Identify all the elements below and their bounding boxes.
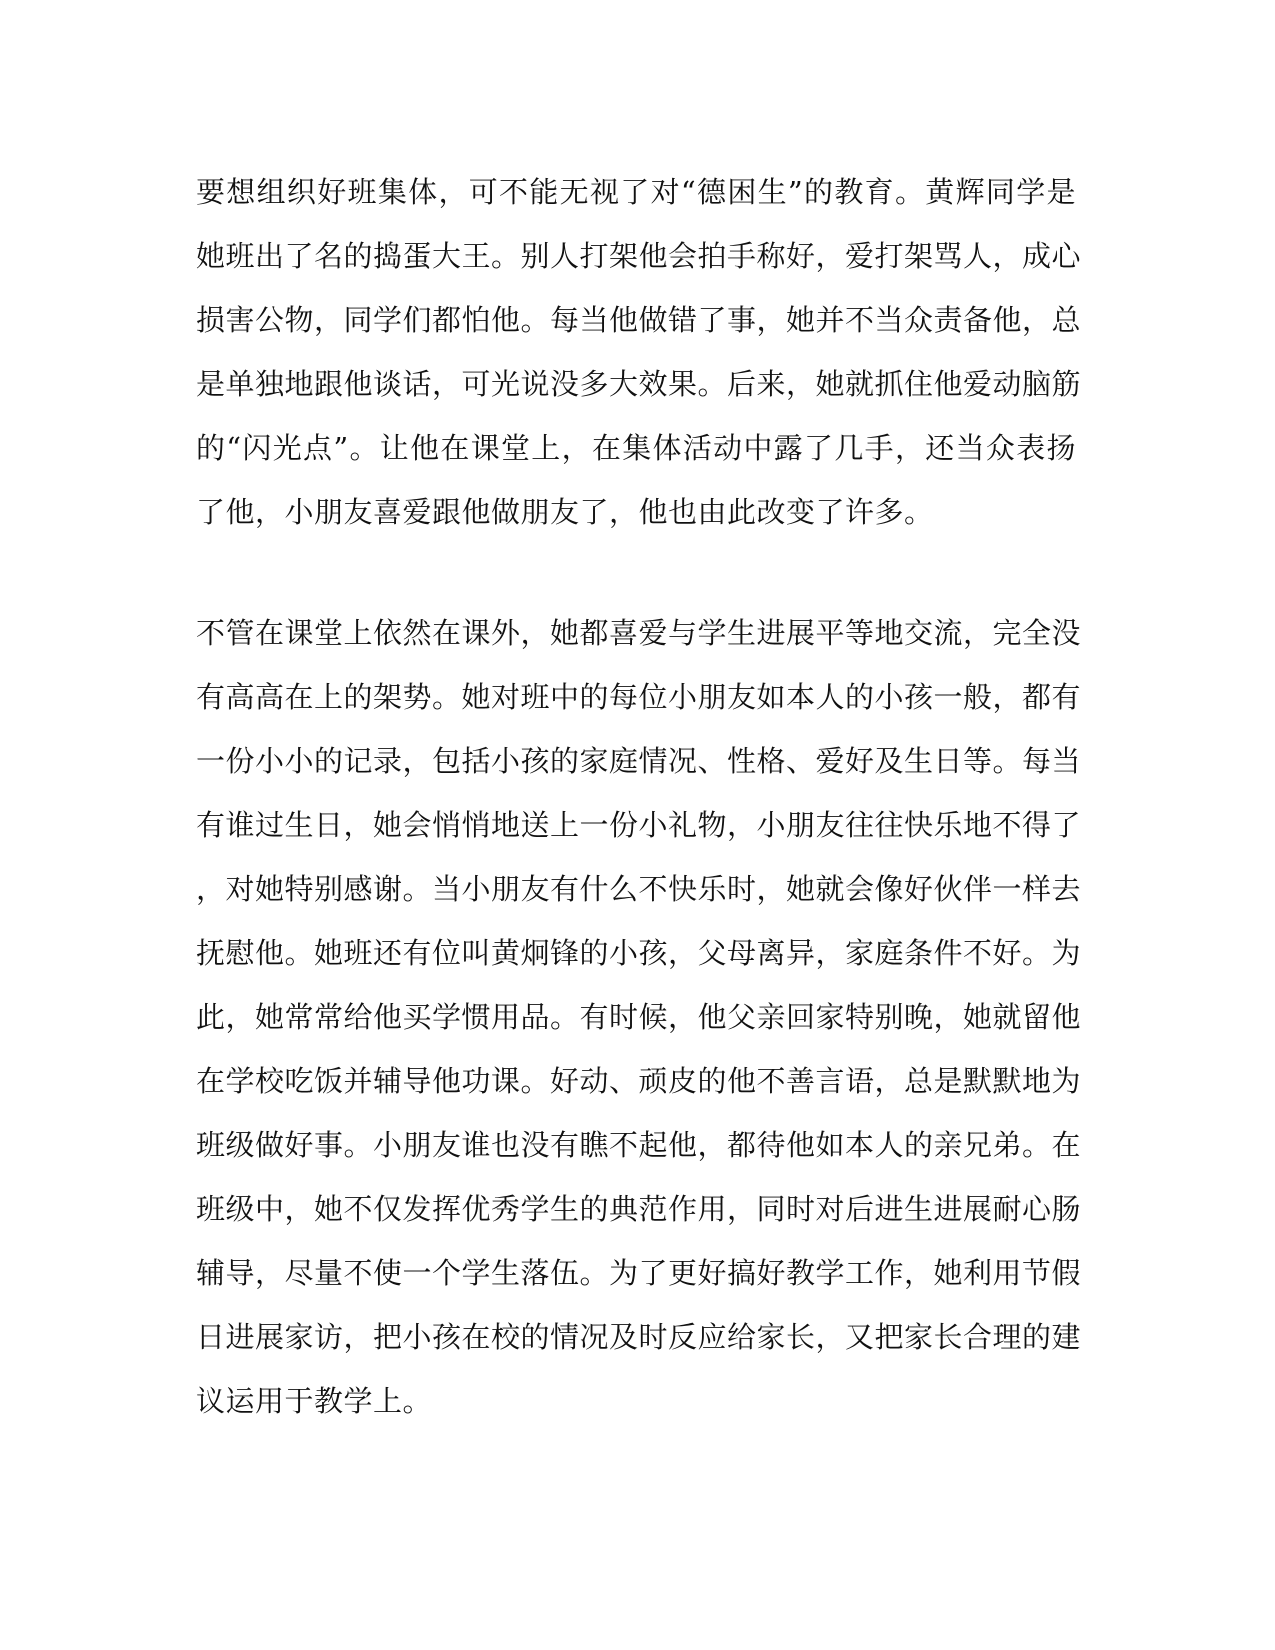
text-line: 了他，小朋友喜爱跟他做朋友了，他也由此改变了许多。 [196, 495, 934, 529]
text-line: 的“闪光点”。让他在课堂上，在集体活动中露了几手，还当众表扬 [196, 431, 1076, 465]
text-line: 日进展家访，把小孩在校的情况及时反应给家长，又把家长合理的建 [196, 1320, 1082, 1354]
text-line: 议运用于教学上。 [196, 1384, 433, 1418]
text-line: 班级中，她不仅发挥优秀学生的典范作用，同时对后进生进展耐心肠 [196, 1192, 1082, 1226]
paragraph-1 [196, 160, 1082, 544]
text-line: 辅导，尽量不使一个学生落伍。为了更好搞好教学工作，她利用节假 [196, 1256, 1082, 1290]
text-line: ，对她特别感谢。当小朋友有什么不快乐时，她就会像好伙伴一样去 [196, 872, 1082, 906]
text-line: 一份小小的记录，包括小孩的家庭情况、性格、爱好及生日等。每当 [196, 744, 1082, 778]
text-line: 是单独地跟他谈话，可光说没多大效果。后来，她就抓住他爱动脑筋 [196, 367, 1082, 401]
text-line: 有高高在上的架势。她对班中的每位小朋友如本人的小孩一般，都有 [196, 680, 1082, 714]
paragraph-2 [196, 601, 1082, 1433]
text-line: 不管在课堂上依然在课外，她都喜爱与学生进展平等地交流，完全没 [196, 616, 1082, 650]
text-line: 在学校吃饭并辅导他功课。好动、顽皮的他不善言语，总是默默地为 [196, 1064, 1082, 1098]
text-line: 要想组织好班集体，可不能无视了对“德困生”的教育。黄辉同学是 [196, 175, 1076, 209]
text-line: 损害公物，同学们都怕他。每当他做错了事，她并不当众责备他，总 [196, 303, 1082, 337]
text-line: 她班出了名的捣蛋大王。别人打架他会拍手称好，爱打架骂人，成心 [196, 239, 1082, 273]
text-line: 抚慰他。她班还有位叫黄炯锋的小孩，父母离异，家庭条件不好。为 [196, 936, 1082, 970]
text-line: 此，她常常给他买学惯用品。有时候，他父亲回家特别晚，她就留他 [196, 1000, 1082, 1034]
text-line: 班级做好事。小朋友谁也没有瞧不起他，都待他如本人的亲兄弟。在 [196, 1128, 1082, 1162]
text-line: 有谁过生日，她会悄悄地送上一份小礼物，小朋友往往快乐地不得了 [196, 808, 1082, 842]
